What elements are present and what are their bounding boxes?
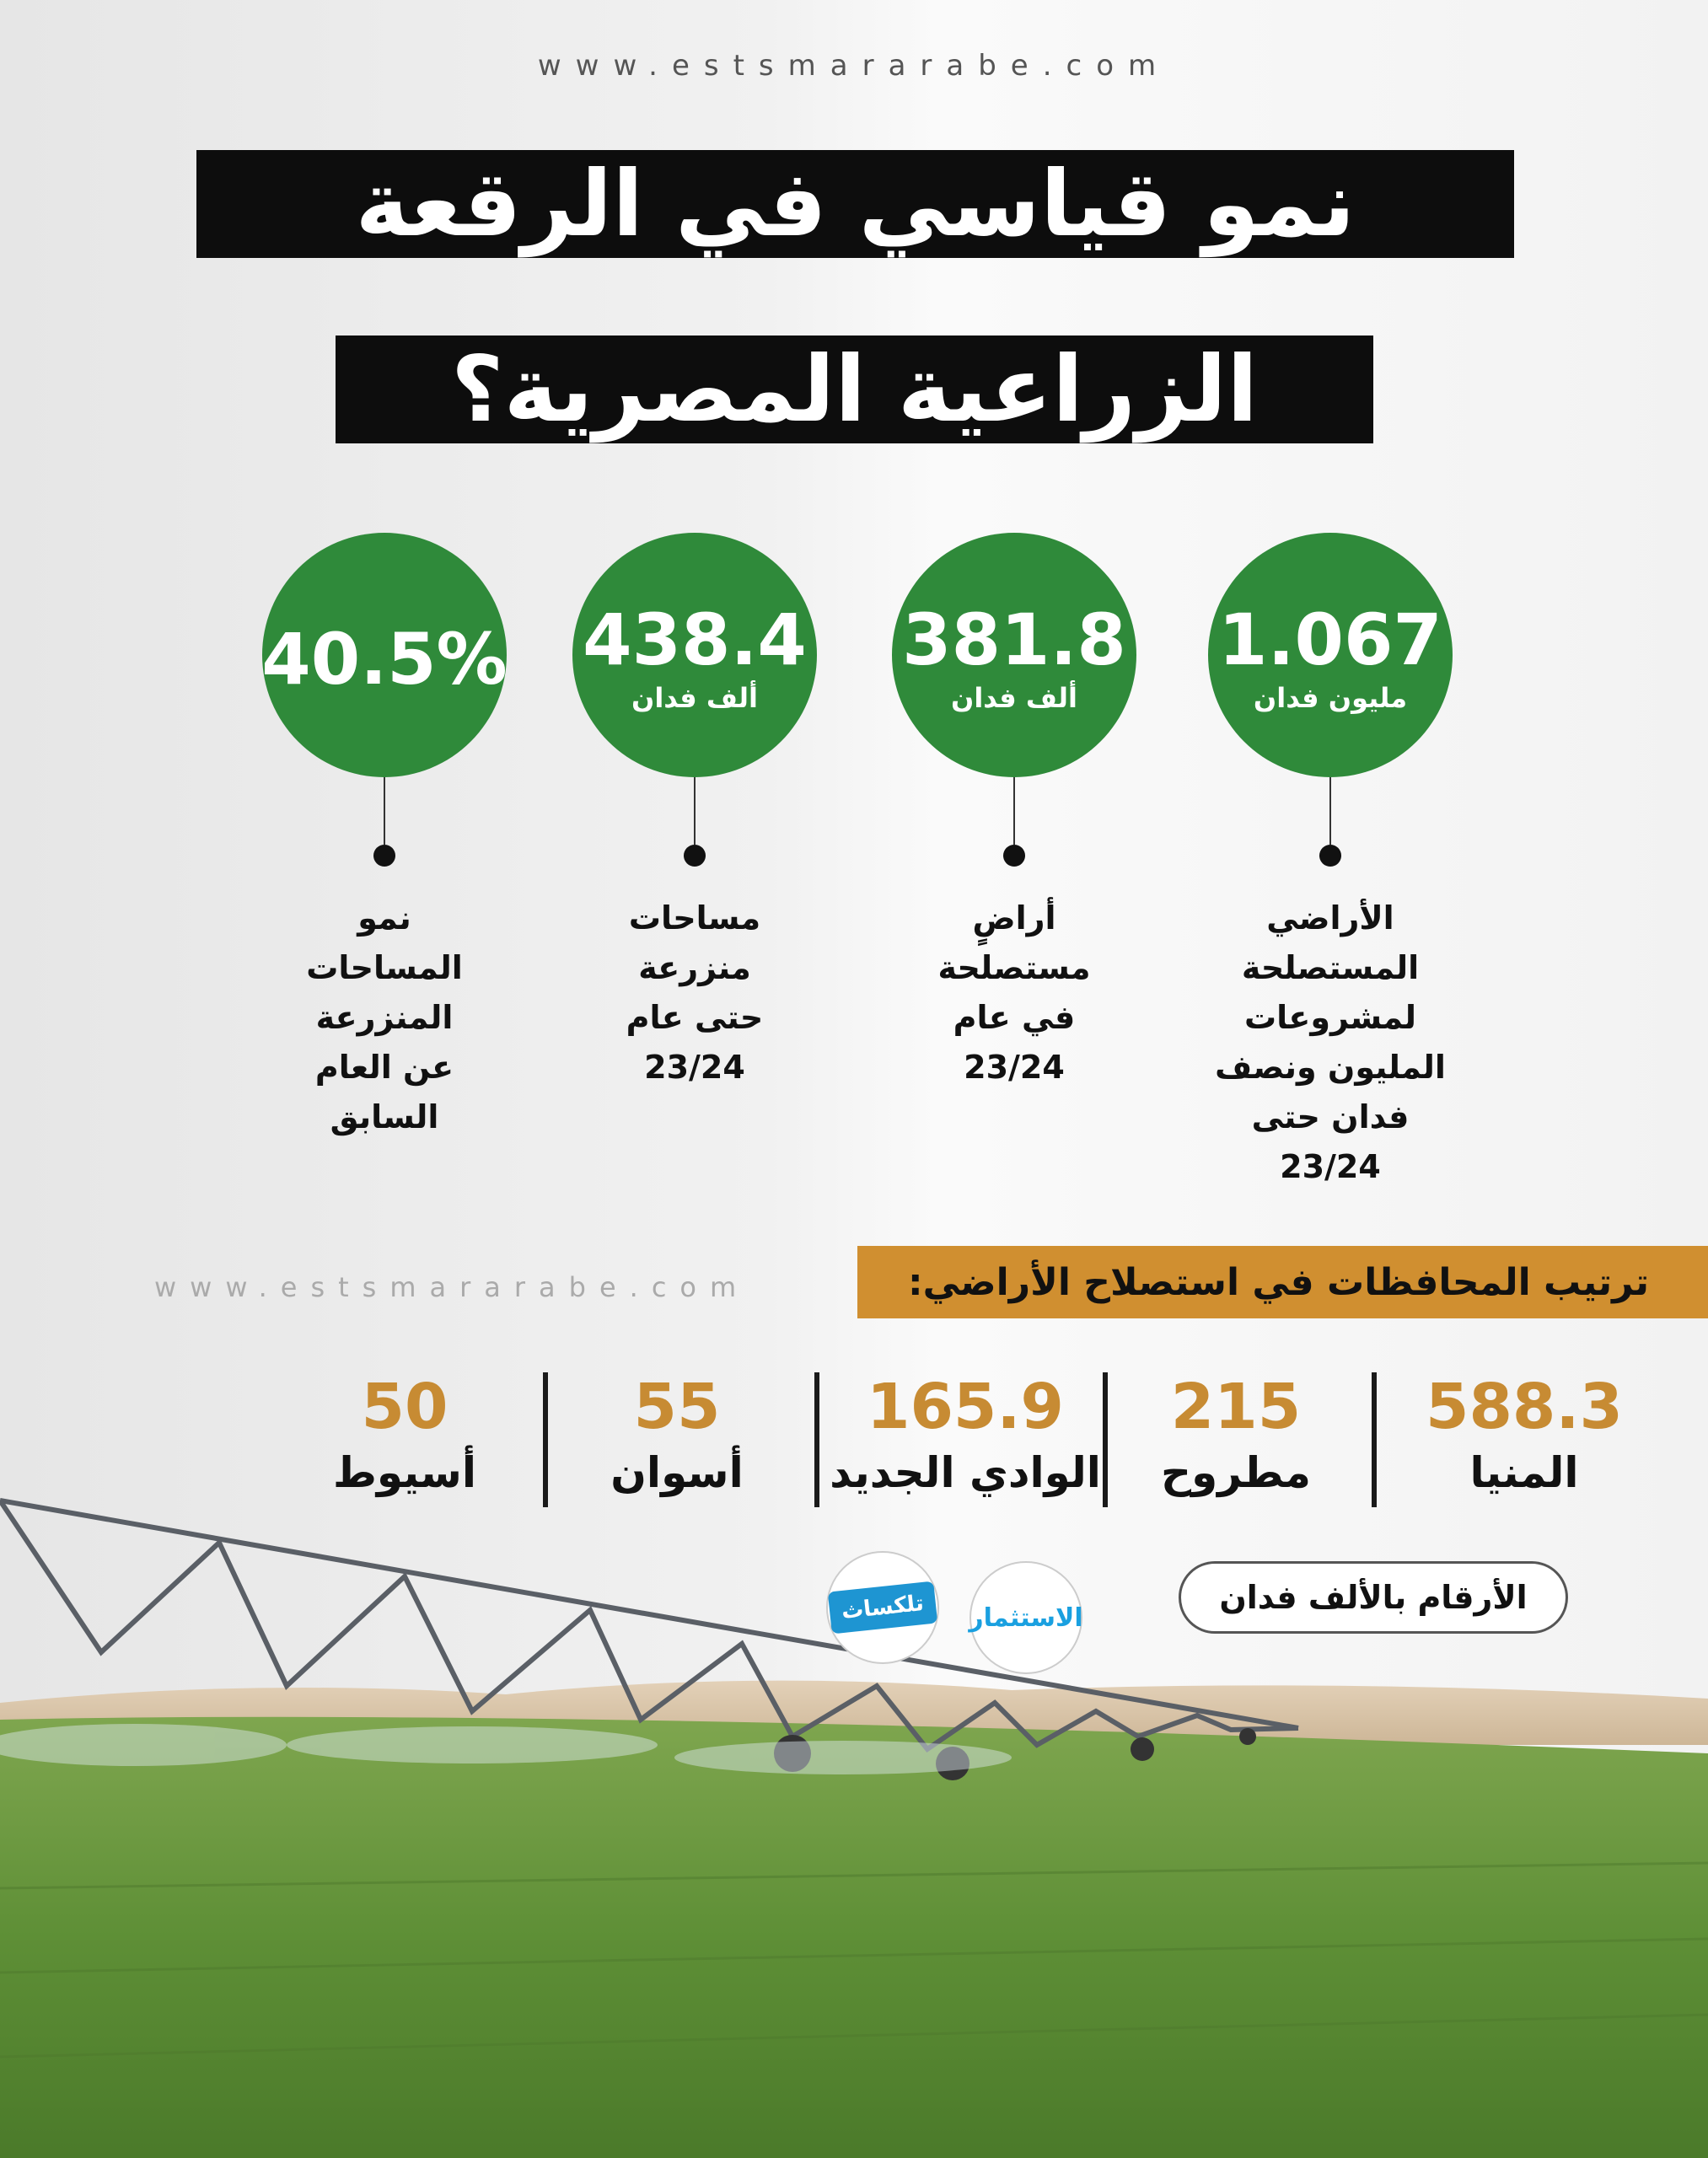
governorate-value: 215: [1170, 1371, 1302, 1443]
governorate-name: أسوان: [610, 1448, 744, 1497]
stat-label: مساحات منزرعة حتى عام 23/24: [626, 899, 764, 1086]
stat-reclaimed-year: [892, 533, 1136, 1092]
connector-dot: [1319, 845, 1341, 867]
stat-value: 1.067: [1218, 599, 1442, 681]
stat-circle: [572, 533, 817, 777]
connector-line: [384, 777, 385, 845]
governorate-name: المنيا: [1469, 1448, 1579, 1497]
governorate-name: مطروح: [1161, 1448, 1311, 1497]
stat-label: نمو المساحات المنزرعة عن العام السابق: [306, 899, 463, 1135]
stat-label: أراضٍ مستصلحة في عام 23/24: [937, 899, 1091, 1086]
governorate-value: 50: [361, 1371, 448, 1443]
connector-line: [694, 777, 696, 845]
website-url-top: www.estsmararabe.com: [537, 49, 1171, 83]
stat-circle: [1208, 533, 1453, 777]
stat-circle: [892, 533, 1136, 777]
stat-unit: مليون فدان: [1253, 682, 1408, 714]
stat-unit: ألف فدان: [951, 682, 1077, 714]
connector-line: [1013, 777, 1015, 845]
units-note: الأرقام بالألف فدان: [1179, 1561, 1568, 1634]
governorate-value: 55: [633, 1371, 721, 1443]
governorate-name: الوادي الجديد: [830, 1448, 1101, 1497]
stat-label: الأراضي المستصلحة لمشروعات المليون ونصف فدان حتى 23/24: [1215, 899, 1446, 1185]
title-line-1: نمو قياسي في الرقعة: [196, 150, 1514, 258]
takasn-logo: [826, 1551, 939, 1664]
connector-line: [1329, 777, 1331, 845]
stat-growth-rate: [262, 533, 507, 1142]
governorate-value: 588.3: [1425, 1371, 1624, 1443]
ranking-title-banner: ترتيب المحافظات في استصلاح الأراضي:: [857, 1246, 1708, 1318]
connector-dot: [684, 845, 706, 867]
website-url-mid: www.estsmararabe.com: [154, 1271, 750, 1303]
stat-value: 40.5%: [261, 618, 508, 701]
connector-dot: [1003, 845, 1025, 867]
istithmar-logo: الاستثمار: [969, 1561, 1082, 1674]
stat-cultivated-area: [572, 533, 817, 1092]
connector-dot: [373, 845, 395, 867]
stat-reclaimed-total: [1208, 533, 1453, 1192]
stat-circle: [262, 533, 507, 777]
stat-unit: ألف فدان: [631, 682, 758, 714]
governorate-value: 165.9: [866, 1371, 1065, 1443]
takasn-logo-text: تلكساث: [828, 1581, 937, 1635]
title-line-2: الزراعية المصرية؟: [336, 336, 1373, 443]
stat-value: 381.8: [902, 599, 1126, 681]
stat-value: 438.4: [583, 599, 807, 681]
governorate-name: أسيوط: [333, 1448, 476, 1497]
